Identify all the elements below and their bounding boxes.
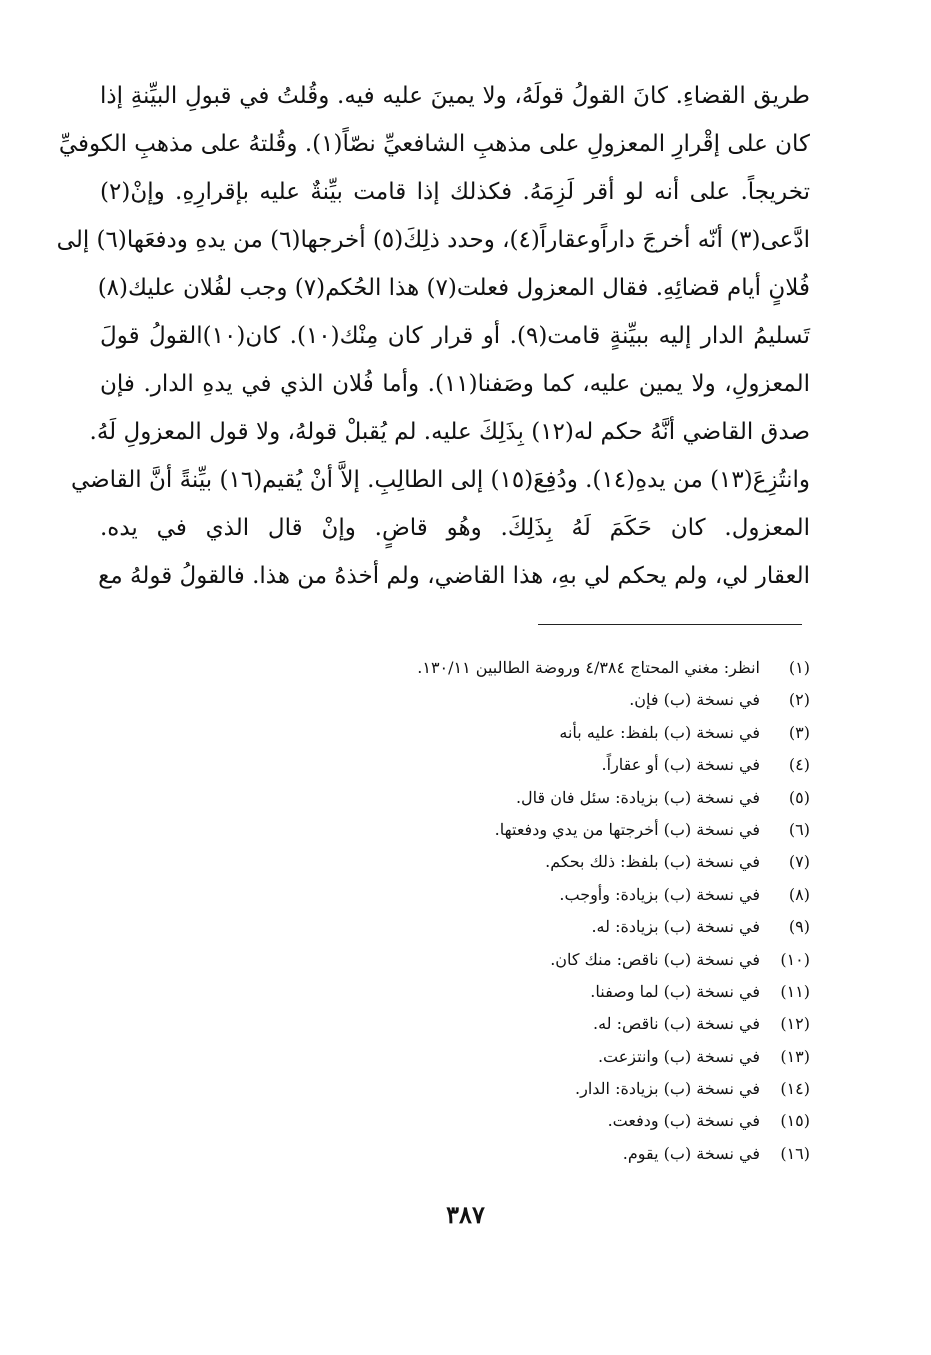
footnote-item [300,782,810,814]
page-number: ٣٨٧ [446,1200,485,1229]
footnote-text: في نسخة (ب) بلفظ: عليه بأنه [559,722,760,742]
footnote-item [300,749,810,781]
footnote-item [300,1008,810,1040]
footnote-item [300,1041,810,1073]
footnote-text: في نسخة (ب) ناقص: منك كان. [550,949,760,969]
footnote-number: (١٥) [780,1111,810,1131]
footnote-number: (٨) [788,884,810,904]
footnote-text: في نسخة (ب) لما وصفنا. [590,981,760,1001]
footnote-number: (٥) [788,787,810,807]
footnote-text: في نسخة (ب) ناقص: له. [592,1014,760,1034]
footnote-number: (١٠) [780,949,810,969]
footnote-number: (١) [788,658,810,677]
text-line: ادَّعى(٣) أنّه أخرجَ داراًوعقاراً(٤)، وحدد ذلِكَ(٥) أخرجها(٦) من يدهِ ودفعَها(٦) إلى [56,227,810,253]
footnote-text: في نسخة (ب) فإن. [629,690,760,710]
footnote-text: في نسخة (ب) بلفظ: ذلك بحكم. [545,852,760,872]
footnote-number: (١٦) [780,1143,810,1163]
footnote-text: انظر: مغني المحتاج ٤/٣٨٤ وروضة الطالبين ١٣٠/١١. [417,658,760,677]
footnote-number: (١٢) [780,1014,810,1034]
footnote-text: في نسخة (ب) بزيادة: له. [591,917,760,937]
footnote-number: (١٣) [780,1046,810,1066]
text-line: كان على إقْرارِ المعزولِ على مذهبِ الشافعيِّ نصّاً(١). وقُلتهُ على مذهبِ الكوفيِّ [58,131,810,157]
text-line: طريق القضاءِ. كانَ القولُ قولَهُ، ولا يمينَ عليه فيه. وقُلتُ في قبولِ البيِّنةِ إذا [100,83,810,109]
footnote-text: في نسخة (ب) بزيادة: وأوجب. [559,884,760,904]
footnote-text: في نسخة (ب) بزيادة: الدار. [575,1079,760,1099]
footnote-number: (٢) [788,690,810,710]
text-line: تَسليمُ الدار إليه ببيِّنةٍ قامت(٩). أو قرار كان مِنْك(١٠). كان(١٠)القولُ قولَ [100,323,811,349]
footnote-list [300,652,810,1170]
footnote-number: (٦) [788,819,810,839]
footnote-item [300,1105,810,1137]
footnote-item [300,879,810,911]
footnote-item [300,846,810,878]
text-line: صدق القاضي أنَّهُ حكم له(١٢) بِذَلِكَ عليه. لم يُقبلْ قولهُ، ولا قول المعزولِ لَهُ. [89,419,810,445]
footnote-number: (٩) [788,917,810,937]
main-text [56,72,811,600]
text-line: وانتُزِعَ(١٣) من يدهِ(١٤). ودُفِعَ(١٥) إلى الطالِبِ. إلاَّ أنْ يُقيم(١٦) بيِّنةً أنَّ القاضي [70,467,810,493]
footnote-item [300,944,810,976]
footnote-text: في نسخة (ب) بزيادة: سئل فان قال. [515,787,760,807]
text-line: العقار لي، ولم يحكم لي بهِ، هذا القاضي، ولم أخذهُ من هذا. فالقولُ قولهُ مع [98,563,810,589]
footnote-text: في نسخة (ب) يقوم. [622,1143,760,1163]
text-line: فُلانٍ أيام قضائِهِ. فقال المعزول فعلت(٧) هذا الحُكم(٧) وجب لفُلان عليك(٨) [97,275,810,301]
footnote-item [300,684,810,716]
footnote-text: في نسخة (ب) أو عقاراً. [601,755,760,775]
footnote-number: (٧) [788,852,810,872]
footnote-number: (٤) [788,755,810,775]
footnote-number: (٣) [788,722,810,742]
footnote-item [300,1073,810,1105]
footnote-number: (١٤) [780,1079,810,1099]
footnote-item [300,1138,810,1170]
footnote-item [300,814,810,846]
footnote-item [300,652,810,684]
footnote-item [300,717,810,749]
footnote-number: (١١) [780,981,810,1001]
footnote-item [300,976,810,1008]
text-line: تخريجاً. على أنه لو أقر لَزِمَهُ. فكذلك إذا قامت بيِّنةٌ عليه بإقرارِهِ. وإنْ(٢) [100,179,810,205]
text-line: المعزولِ، ولا يمين عليه، كما وصَفنا(١١). وأما فُلان الذي في يدهِ الدار. فإن [100,371,810,397]
footnote-text: في نسخة (ب) ودفعت. [607,1111,760,1131]
text-line: المعزول. كان حَكَمَ لَهُ بِذَلِكَ. وهُو قاضٍ. وإنْ قال الذي في يده. [100,515,810,541]
footnote-item [300,911,810,943]
footnote-text: في نسخة (ب) أخرجتها من يدي ودفعتها. [494,819,760,839]
footnote-text: في نسخة (ب) وانتزعت. [597,1046,760,1066]
footnote-separator [538,624,802,625]
